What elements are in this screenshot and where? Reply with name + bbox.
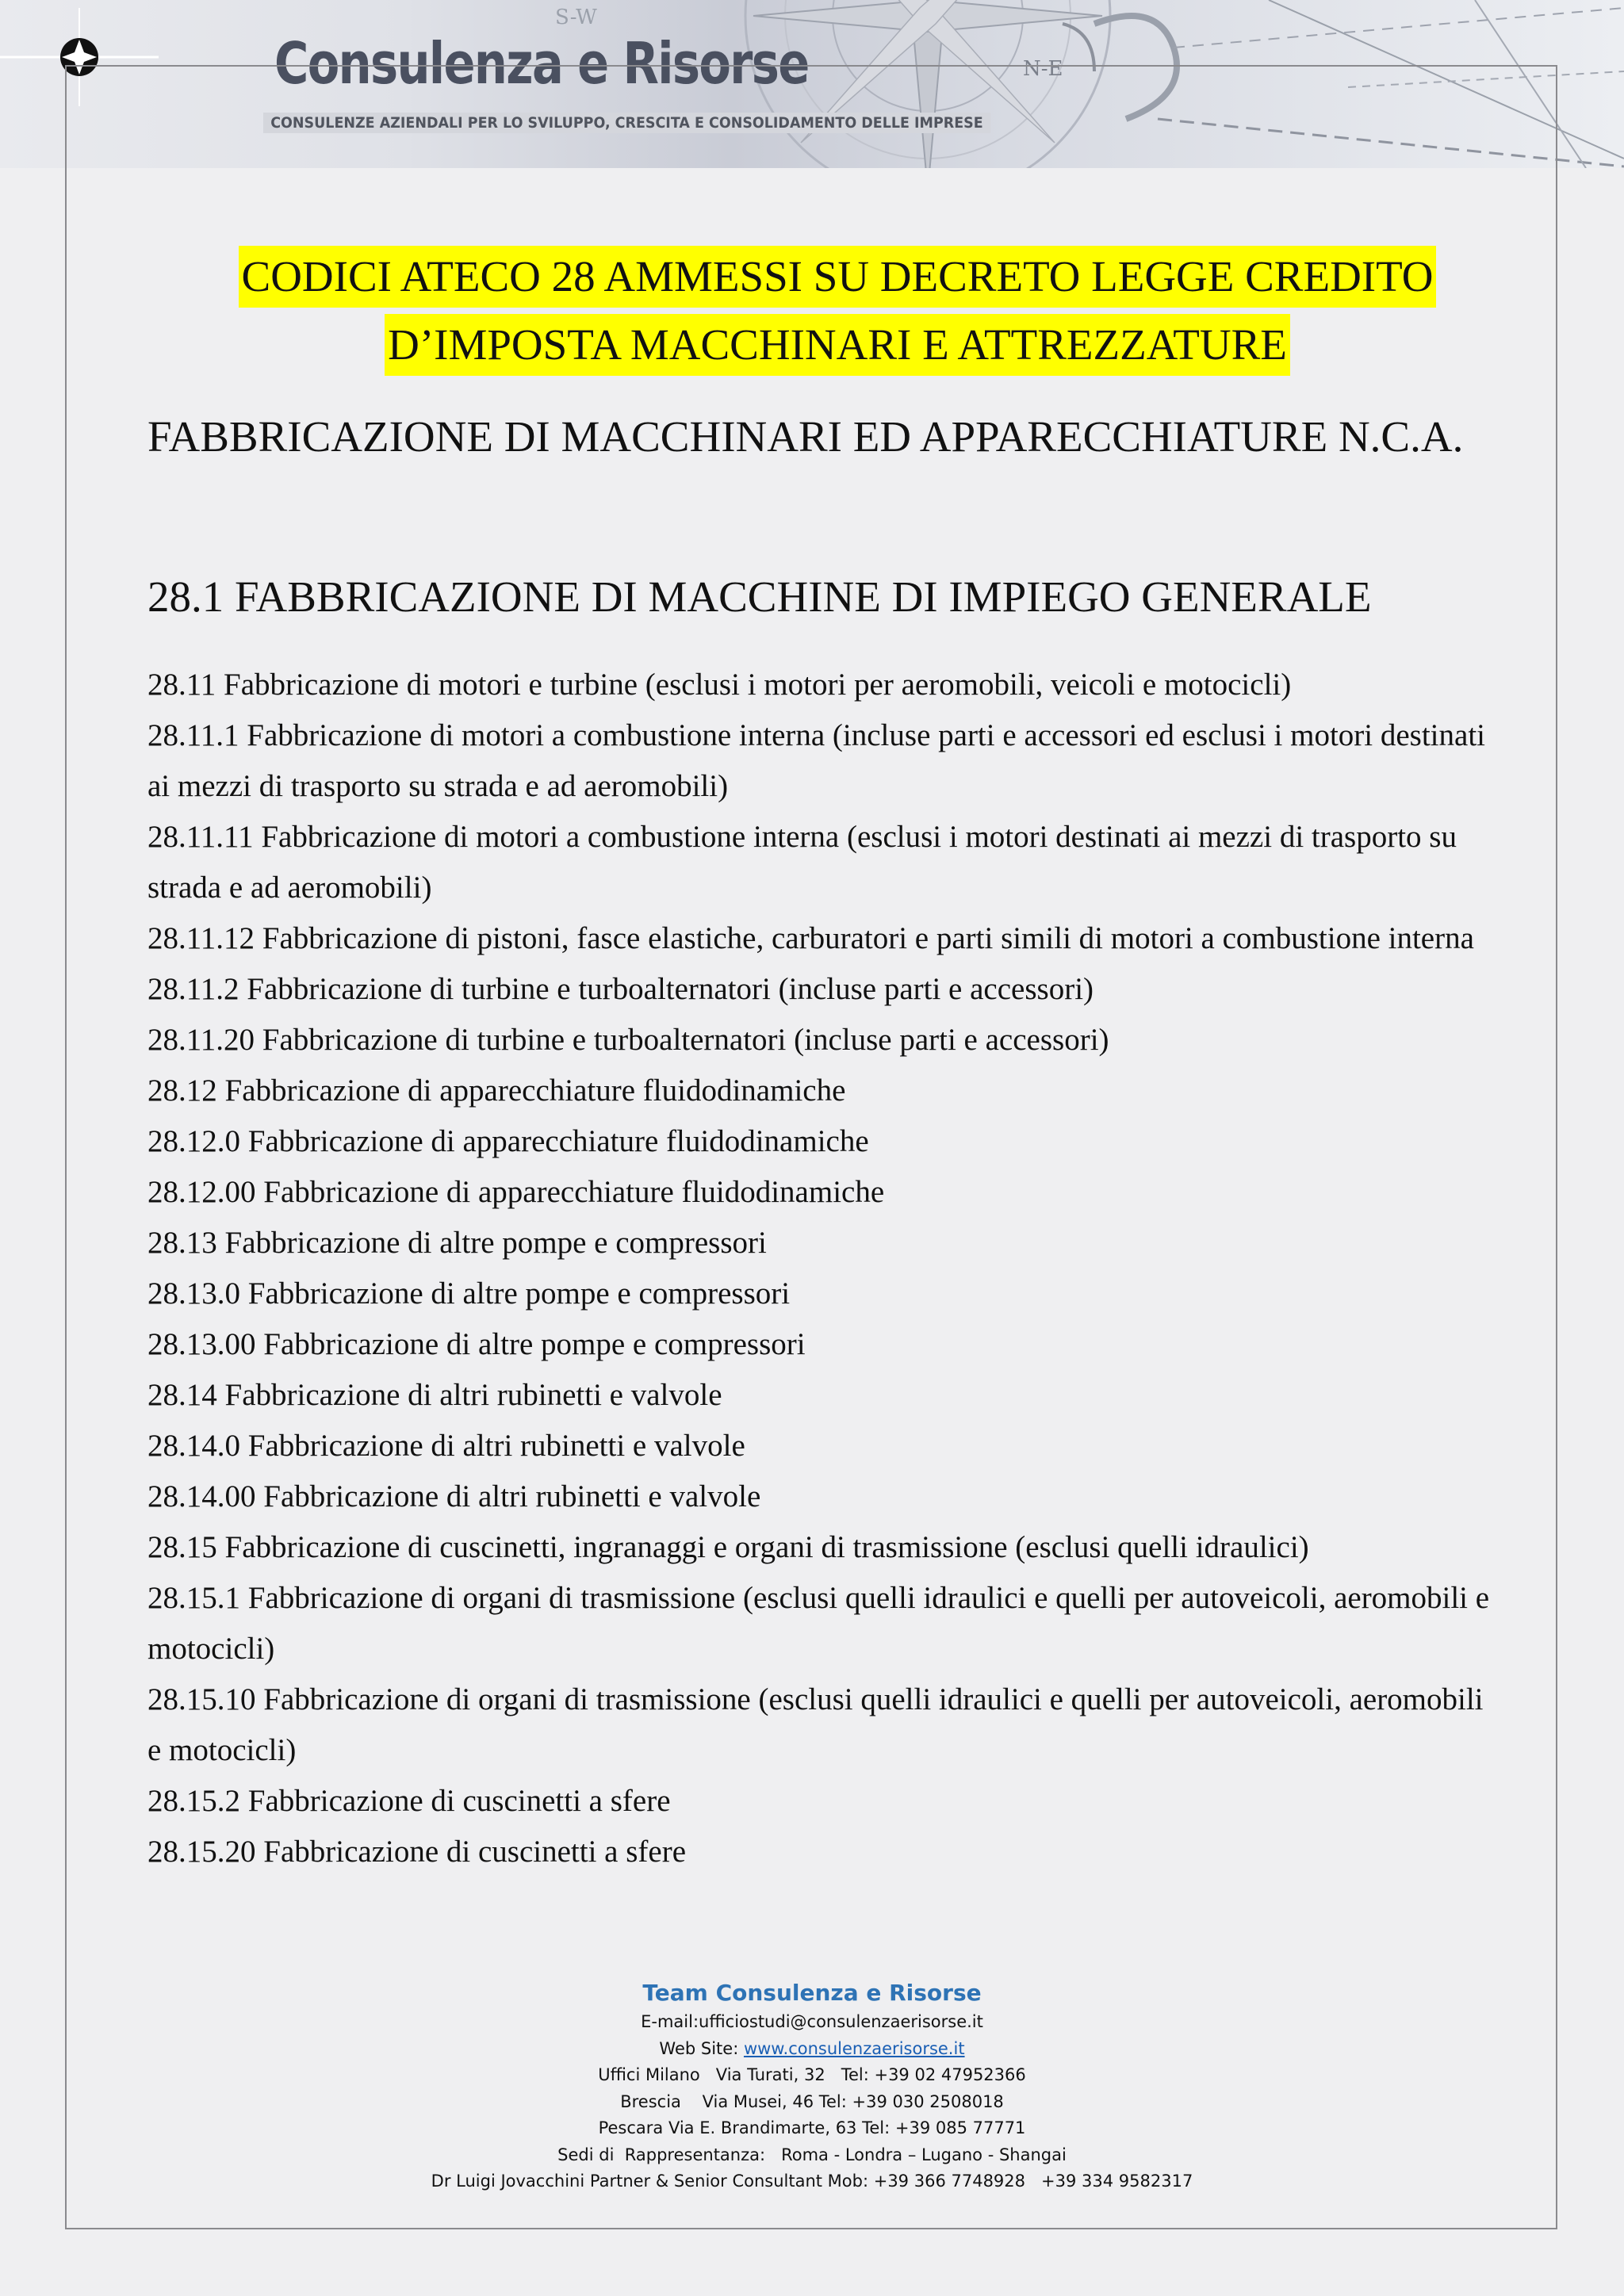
list-item: 28.11.2 Fabbricazione di turbine e turboalternatori (incluse parti e accessori) (147, 972, 1094, 1006)
footer-milano-office: Uffici Milano Via Turati, 32 Tel: +39 02 47952366 (598, 2065, 1026, 2084)
list-item: 28.12 Fabbricazione di apparecchiature fluidodinamiche (147, 1073, 846, 1108)
compass-background-graphic (0, 0, 1624, 168)
footer-brescia-office: Brescia Via Musei, 46 Tel: +39 030 2508018 (620, 2091, 1004, 2111)
list-item: 28.15 Fabbricazione di cuscinetti, ingranaggi e organi di trasmissione (esclusi quelli idraulici) (147, 1530, 1309, 1564)
svg-text:S-W: S-W (555, 6, 597, 29)
list-item: 28.12.0 Fabbricazione di apparecchiature fluidodinamiche (147, 1124, 869, 1158)
brand-tagline: CONSULENZE AZIENDALI PER LO SVILUPPO, CRESCITA E CONSOLIDAMENTO DELLE IMPRESE (263, 113, 990, 133)
subsection-heading: 28.1 FABBRICAZIONE DI MACCHINE DI IMPIEGO GENERALE (147, 572, 1372, 621)
title-line-2: D’IMPOSTA MACCHINARI E ATTREZZATURE (385, 314, 1290, 376)
header-banner (0, 0, 1624, 168)
section-heading: FABBRICAZIONE DI MACCHINARI ED APPARECCHIATURE N.C.A. (147, 412, 1464, 461)
contact-footer (0, 1977, 1624, 2195)
list-item: 28.15.1 Fabbricazione di organi di trasmissione (esclusi quelli idraulici e quelli per autoveicoli, aeromobili e motocicli) (147, 1581, 1490, 1666)
list-item: 28.11.12 Fabbricazione di pistoni, fasce elastiche, carburatori e parti simili di motori a combustione interna (147, 921, 1474, 955)
svg-text:N-E: N-E (1023, 57, 1063, 81)
list-item: 28.12.00 Fabbricazione di apparecchiature fluidodinamiche (147, 1175, 885, 1209)
document-title (147, 243, 1527, 379)
footer-website (0, 2036, 1624, 2063)
list-item: 28.13.0 Fabbricazione di altre pompe e compressori (147, 1276, 791, 1311)
website-link[interactable]: www.consulenzaerisorse.it (743, 2038, 965, 2058)
list-item: 28.11.11 Fabbricazione di motori a combustione interna (esclusi i motori destinati ai mezzi di trasporto su strada e ad aeromobili) (147, 820, 1457, 905)
footer-email: E-mail:ufficiostudi@consulenzaerisorse.it (641, 2012, 983, 2031)
list-item: 28.11.20 Fabbricazione di turbine e turboalternatori (incluse parti e accessori) (147, 1023, 1109, 1057)
title-line-1: CODICI ATECO 28 AMMESSI SU DECRETO LEGGE CREDITO (239, 246, 1437, 308)
star-logo-icon (0, 0, 159, 111)
list-item: 28.14.00 Fabbricazione di altri rubinetti e valvole (147, 1479, 761, 1513)
list-item: 28.14.0 Fabbricazione di altri rubinetti e valvole (147, 1429, 745, 1463)
list-item: 28.15.10 Fabbricazione di organi di trasmissione (esclusi quelli idraulici e quelli per autoveicoli, aeromobili e motocicli) (147, 1682, 1484, 1767)
footer-team-name: Team Consulenza e Risorse (642, 1980, 982, 2006)
ateco-code-list (147, 660, 1503, 1877)
list-item: 28.13.00 Fabbricazione di altre pompe e compressori (147, 1327, 806, 1361)
list-item: 28.11.1 Fabbricazione di motori a combustione interna (incluse parti e accessori ed esclusi i motori destinati ai mezzi di trasporto su strada e ad aeromobili) (147, 718, 1485, 803)
list-item: 28.15.20 Fabbricazione di cuscinetti a sfere (147, 1835, 687, 1869)
footer-pescara-office: Pescara Via E. Brandimarte, 63 Tel: +39 085 77771 (598, 2118, 1026, 2137)
footer-partner-contact: Dr Luigi Jovacchini Partner & Senior Consultant Mob: +39 366 7748928 +39 334 9582317 (431, 2172, 1193, 2191)
list-item: 28.13 Fabbricazione di altre pompe e compressori (147, 1226, 767, 1260)
footer-website-label: Web Site: (659, 2038, 744, 2058)
footer-representative-offices: Sedi di Rappresentanza: Roma - Londra – Lugano - Shangai (557, 2145, 1067, 2164)
list-item: 28.15.2 Fabbricazione di cuscinetti a sfere (147, 1784, 671, 1818)
list-item: 28.14 Fabbricazione di altri rubinetti e valvole (147, 1378, 722, 1412)
list-item: 28.11 Fabbricazione di motori e turbine (esclusi i motori per aeromobili, veicoli e motocicli) (147, 668, 1292, 702)
brand-name: Consulenza e Risorse (274, 30, 809, 97)
